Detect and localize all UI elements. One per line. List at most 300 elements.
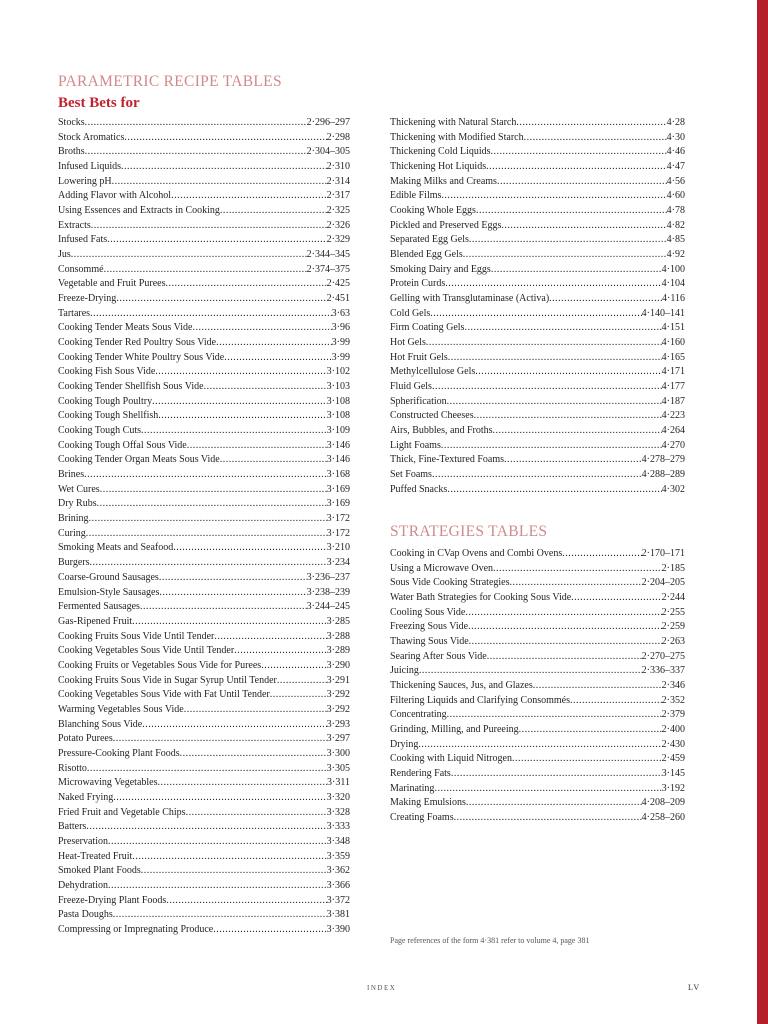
index-entry [58,879,350,894]
entry-page-reference: 2·344–345 [306,249,350,261]
entry-page-reference: 3·172 [326,513,350,525]
entry-page-reference: 4·30 [666,131,685,143]
entry-page-reference: 4·151 [661,322,685,334]
entry-title: Spherification [390,395,447,407]
entry-title: Naked Frying [58,791,114,803]
dot-leader [261,659,326,674]
index-entry [58,439,350,454]
index-entry [58,556,350,571]
entry-title: Puffed Snacks [390,483,448,495]
entry-title: Thickening with Natural Starch [390,117,517,128]
dot-leader [501,219,666,234]
index-entry [58,703,350,718]
entry-title: Tartares [58,307,91,319]
entry-page-reference: 4·56 [666,175,685,187]
entry-page-reference: 3·210 [326,542,350,554]
entry-title: Cooking Vegetables Sous Vide with Fat Until Tender [58,689,270,701]
entry-page-reference: 3·238–239 [306,586,350,598]
index-entry [58,835,350,850]
entry-page-reference: 2·451 [326,293,350,305]
entry-title: Cooking Fish Sous Vide [58,366,156,378]
footer-section-label: INDEX [367,984,397,992]
entry-title: Separated Egg Gels [390,234,469,246]
index-entry [390,351,685,366]
dot-leader [466,796,642,811]
entry-page-reference: 2·255 [661,606,685,618]
index-entry [58,674,350,689]
entry-title: Thick, Fine-Textured Foams [390,454,504,466]
dot-leader [533,679,662,694]
index-entry [390,576,685,591]
index-entry [58,923,350,938]
index-entry [58,644,350,659]
index-entry [58,541,350,556]
index-entry [390,395,685,410]
index-entry [390,380,685,395]
dot-leader [512,752,662,767]
entry-page-reference: 2·329 [326,234,350,246]
dot-leader [155,365,326,380]
entry-page-reference: 2·263 [661,636,685,648]
index-entry [58,175,350,190]
index-entry [58,292,350,307]
dot-leader [141,424,327,439]
index-entry [58,630,350,645]
entry-title: Pickled and Preserved Eggs [390,219,502,231]
dot-leader [216,336,332,351]
entry-page-reference: 4·92 [666,249,685,261]
entry-title: Infused Liquids [58,161,122,173]
index-entry [58,483,350,498]
volume-footnote: Page references of the form 4·381 refer to volume 4, page 381 [390,936,590,945]
entry-page-reference: 3·285 [326,615,350,627]
entry-title: Jus [58,249,71,261]
index-entry [58,600,350,615]
entry-page-reference: 4·104 [661,278,685,290]
dot-leader [524,131,667,146]
entry-title: Brines [58,469,85,481]
index-entry [390,233,685,248]
index-entry [390,365,685,380]
index-entry [58,219,350,234]
entry-title: Brining [58,513,89,525]
entry-title: Water Bath Strategies for Cooking Sous Vide [390,592,572,604]
right-index-column [390,116,685,497]
entry-title: Filtering Liquids and Clarifying Consommés [390,694,570,706]
dot-leader [113,791,326,806]
entry-page-reference: 3·146 [326,439,350,451]
entry-page-reference: 3·366 [326,879,350,891]
index-entry [58,277,350,292]
dot-leader [447,483,661,498]
dot-leader [277,674,327,689]
entry-title: Hot Gels [390,337,426,349]
entry-page-reference: 4·46 [666,146,685,158]
entry-page-reference: 3·320 [326,791,350,803]
entry-title: Coarse-Ground Sausages [58,571,159,583]
index-entry [390,796,685,811]
entry-page-reference: 3·63 [331,307,350,319]
entry-title: Adding Flavor with Alcohol [58,190,172,202]
index-entry [390,307,685,322]
entry-page-reference: 4·28 [666,117,685,128]
entry-title: Hot Fruit Gels [390,351,448,363]
dot-leader [445,277,661,292]
dot-leader [180,747,327,762]
index-entry [390,606,685,621]
dot-leader [220,204,327,219]
index-entry [390,591,685,606]
entry-title: Fermented Sausages [58,601,140,613]
dot-leader [124,131,326,146]
dot-leader [108,879,327,894]
index-entry [58,864,350,879]
dot-leader [441,439,662,454]
entry-page-reference: 3·328 [326,806,350,818]
dot-leader [140,600,307,615]
entry-page-reference: 4·223 [661,410,685,422]
entry-title: Cooking Tough Shellfish [58,410,159,422]
entry-title: Cold Gels [390,307,431,319]
entry-page-reference: 2·296–297 [306,117,350,128]
index-entry [58,659,350,674]
entry-page-reference: 3·333 [326,821,350,833]
dot-leader [454,811,642,826]
entry-page-reference: 2·352 [661,694,685,706]
index-entry [390,131,685,146]
entry-page-reference: 3·300 [326,747,350,759]
best-bets-subheading: Best Bets for [58,95,140,111]
index-entry [58,424,350,439]
dot-leader [121,160,327,175]
index-entry [58,850,350,865]
index-entry [390,620,685,635]
index-entry [58,527,350,542]
entry-title: Burgers [58,557,90,569]
dot-leader [132,615,327,630]
dot-leader [491,263,662,278]
entry-page-reference: 3·145 [661,768,685,780]
dot-leader [493,424,662,439]
index-entry [390,635,685,650]
entry-page-reference: 2·244 [661,592,685,604]
dot-leader [516,116,666,131]
entry-page-reference: 3·359 [326,850,350,862]
entry-page-reference: 4·171 [661,366,685,378]
index-entry [58,894,350,909]
entry-title: Thickening with Modified Starch [390,131,524,143]
dot-leader [90,307,332,322]
entry-page-reference: 4·47 [666,161,685,173]
entry-page-reference: 3·348 [326,835,350,847]
entry-title: Stocks [58,117,85,128]
red-edge-bar [757,0,768,1024]
index-entry [390,424,685,439]
entry-page-reference: 4·140–141 [641,307,685,319]
entry-title: Dry Rubs [58,498,97,510]
dot-leader [142,718,326,733]
entry-title: Emulsion-Style Sausages [58,586,160,598]
left-index-column [58,116,350,938]
dot-leader [113,732,327,747]
dot-leader [549,292,662,307]
dot-leader [447,708,662,723]
entry-title: Curing [58,527,86,539]
entry-page-reference: 4·82 [666,219,685,231]
index-entry [390,439,685,454]
entry-title: Cooking Whole Eggs [390,205,476,217]
entry-title: Pasta Doughs [58,909,113,921]
entry-title: Extracts [58,219,91,231]
entry-page-reference: 3·372 [326,894,350,906]
entry-title: Infused Fats [58,234,108,246]
entry-title: Cooking Fruits Sous Vide in Sugar Syrup Until Tender [58,674,277,686]
entry-title: Cooking Tender Red Poultry Sous Vide [58,337,217,349]
dot-leader [491,145,667,160]
dot-leader [419,664,642,679]
entry-page-reference: 3·99 [331,351,350,363]
dot-leader [87,762,327,777]
index-entry [58,776,350,791]
dot-leader [159,586,306,601]
dot-leader [426,336,662,351]
dot-leader [184,703,327,718]
index-entry [58,908,350,923]
dot-leader [270,688,327,703]
index-entry [390,468,685,483]
entry-title: Cooking Tough Offal Sous Vide [58,439,187,451]
dot-leader [497,175,667,190]
entry-page-reference: 2·170–171 [641,548,685,559]
entry-page-reference: 4·160 [661,337,685,349]
entry-title: Thickening Cold Liquids [390,146,491,158]
entry-title: Sous Vide Cooking Strategies [390,577,510,589]
entry-page-reference: 3·292 [326,703,350,715]
entry-page-reference: 3·362 [326,865,350,877]
dot-leader [493,562,662,577]
index-entry [390,145,685,160]
entry-page-reference: 2·298 [326,131,350,143]
entry-title: Cooking Tender White Poultry Sous Vide [58,351,225,363]
entry-page-reference: 4·270 [661,439,685,451]
index-entry [390,782,685,797]
dot-leader [468,620,662,635]
entry-title: Blanching Sous Vide [58,718,143,730]
index-entry [58,409,350,424]
index-entry [58,571,350,586]
entry-page-reference: 3·99 [331,337,350,349]
entry-page-reference: 3·288 [326,630,350,642]
index-entry [390,664,685,679]
index-entry [58,116,350,131]
entry-title: Cooking with Liquid Nitrogen [390,753,512,765]
entry-page-reference: 3·103 [326,381,350,393]
dot-leader [85,145,307,160]
entry-title: Making Milks and Creams [390,175,497,187]
entry-page-reference: 3·234 [326,557,350,569]
entry-page-reference: 2·336–337 [641,665,685,677]
dot-leader [463,248,667,263]
entry-page-reference: 3·172 [326,527,350,539]
index-entry [390,453,685,468]
entry-page-reference: 3·102 [326,366,350,378]
entry-page-reference: 2·325 [326,205,350,217]
dot-leader [158,409,326,424]
entry-page-reference: 4·100 [661,263,685,275]
entry-page-reference: 2·270–275 [641,650,685,662]
entry-title: Freezing Sous Vide [390,621,469,633]
index-entry [390,116,685,131]
entry-page-reference: 3·96 [331,322,350,334]
entry-title: Potato Purees [58,733,113,745]
entry-title: Using Essences and Extracts in Cooking [58,205,220,217]
entry-page-reference: 2·346 [661,680,685,692]
dot-leader [487,650,642,665]
entry-title: Compressing or Impregnating Produce [58,923,214,935]
index-entry [390,160,685,175]
entry-page-reference: 3·169 [326,498,350,510]
index-entry [390,767,685,782]
entry-title: Cooking Vegetables Sous Vide Until Tender [58,645,235,657]
parametric-heading: PARAMETRIC RECIPE TABLES [58,73,282,90]
entry-page-reference: 4·165 [661,351,685,363]
entry-title: Creating Foams [390,812,454,824]
entry-page-reference: 3·244–245 [306,601,350,613]
index-entry [390,204,685,219]
index-entry [58,718,350,733]
entry-page-reference: 2·326 [326,219,350,231]
entry-title: Airs, Bubbles, and Froths [390,425,493,437]
entry-page-reference: 3·390 [326,923,350,935]
entry-page-reference: 3·305 [326,762,350,774]
entry-page-reference: 2·374–375 [306,263,350,275]
dot-leader [224,351,331,366]
dot-leader [152,395,327,410]
index-entry [390,708,685,723]
dot-leader [465,606,661,621]
entry-title: Gas-Ripened Fruit [58,615,133,627]
entry-title: Thawing Sous Vide [390,636,469,648]
dot-leader [571,591,661,606]
entry-page-reference: 4·78 [666,205,685,217]
entry-title: Blended Egg Gels [390,249,463,261]
dot-leader [89,512,327,527]
index-entry [390,679,685,694]
dot-leader [418,738,661,753]
index-entry [390,650,685,665]
index-entry [390,175,685,190]
index-entry [390,694,685,709]
entry-title: Thickening Sauces, Jus, and Glazes [390,680,533,692]
index-entry [58,688,350,703]
entry-title: Grinding, Milling, and Pureeing [390,724,519,736]
entry-title: Wet Cures [58,483,100,495]
dot-leader [448,351,662,366]
entry-title: Cooking in CVap Ovens and Combi Ovens [390,548,563,559]
dot-leader [192,321,331,336]
entry-page-reference: 3·169 [326,483,350,495]
index-entry [58,615,350,630]
index-entry [58,351,350,366]
entry-title: Cooking Tender Shellfish Sous Vide [58,381,204,393]
dot-leader [158,776,328,791]
entry-page-reference: 4·302 [661,483,685,495]
entry-page-reference: 3·293 [326,718,350,730]
dot-leader [447,395,662,410]
entry-title: Heat-Treated Fruit [58,850,133,862]
entry-page-reference: 4·187 [661,395,685,407]
dot-leader [234,644,326,659]
index-entry [390,219,685,234]
entry-title: Cooking Tender Organ Meats Sous Vide [58,454,220,466]
dot-leader [171,189,327,204]
dot-leader [451,767,662,782]
entry-title: Cooking Tender Meats Sous Vide [58,322,193,334]
entry-page-reference: 2·317 [326,190,350,202]
dot-leader [89,556,326,571]
entry-title: Cooking Tough Poultry [58,395,153,407]
entry-page-reference: 2·379 [661,709,685,721]
dot-leader [475,365,661,380]
entry-page-reference: 4·116 [662,293,685,305]
dot-leader [469,233,667,248]
entry-page-reference: 3·109 [326,425,350,437]
entry-title: Methylcellulose Gels [390,366,476,378]
entry-title: Broths [58,146,85,158]
entry-page-reference: 4·85 [666,234,685,246]
entry-title: Marinating [390,782,435,794]
index-entry [390,547,685,562]
index-entry [390,263,685,278]
entry-page-reference: 2·204–205 [641,577,685,589]
entry-page-reference: 2·310 [326,161,350,173]
entry-page-reference: 4·264 [661,425,685,437]
entry-page-reference: 3·291 [326,674,350,686]
entry-title: Freeze-Drying [58,293,117,305]
entry-title: Preservation [58,835,108,847]
index-entry [58,747,350,762]
dot-leader [570,694,662,709]
entry-title: Batters [58,821,87,833]
index-entry [58,762,350,777]
index-entry [58,233,350,248]
entry-page-reference: 3·297 [326,733,350,745]
entry-title: Gelling with Transglutaminase (Activa) [390,293,550,305]
dot-leader [464,321,661,336]
entry-title: Protein Curds [390,278,446,290]
dot-leader [430,307,641,322]
entry-title: Vegetable and Fruit Purees [58,278,166,290]
index-entry [58,145,350,160]
entry-page-reference: 2·304–305 [306,146,350,158]
dot-leader [173,541,326,556]
entry-page-reference: 4·288–289 [641,469,685,481]
entry-page-reference: 2·185 [661,562,685,574]
entry-page-reference: 3·146 [326,454,350,466]
entry-page-reference: 2·259 [661,621,685,633]
entry-title: Risotto [58,762,87,774]
entry-page-reference: 3·289 [326,645,350,657]
dot-leader [85,116,307,131]
footer-page-number: LV [688,983,701,992]
dot-leader [132,850,326,865]
entry-page-reference: 3·381 [326,909,350,921]
entry-title: Dehydration [58,879,108,891]
entry-title: Thickening Hot Liquids [390,161,487,173]
dot-leader [86,820,326,835]
entry-page-reference: 4·258–260 [641,812,685,824]
index-entry [58,468,350,483]
